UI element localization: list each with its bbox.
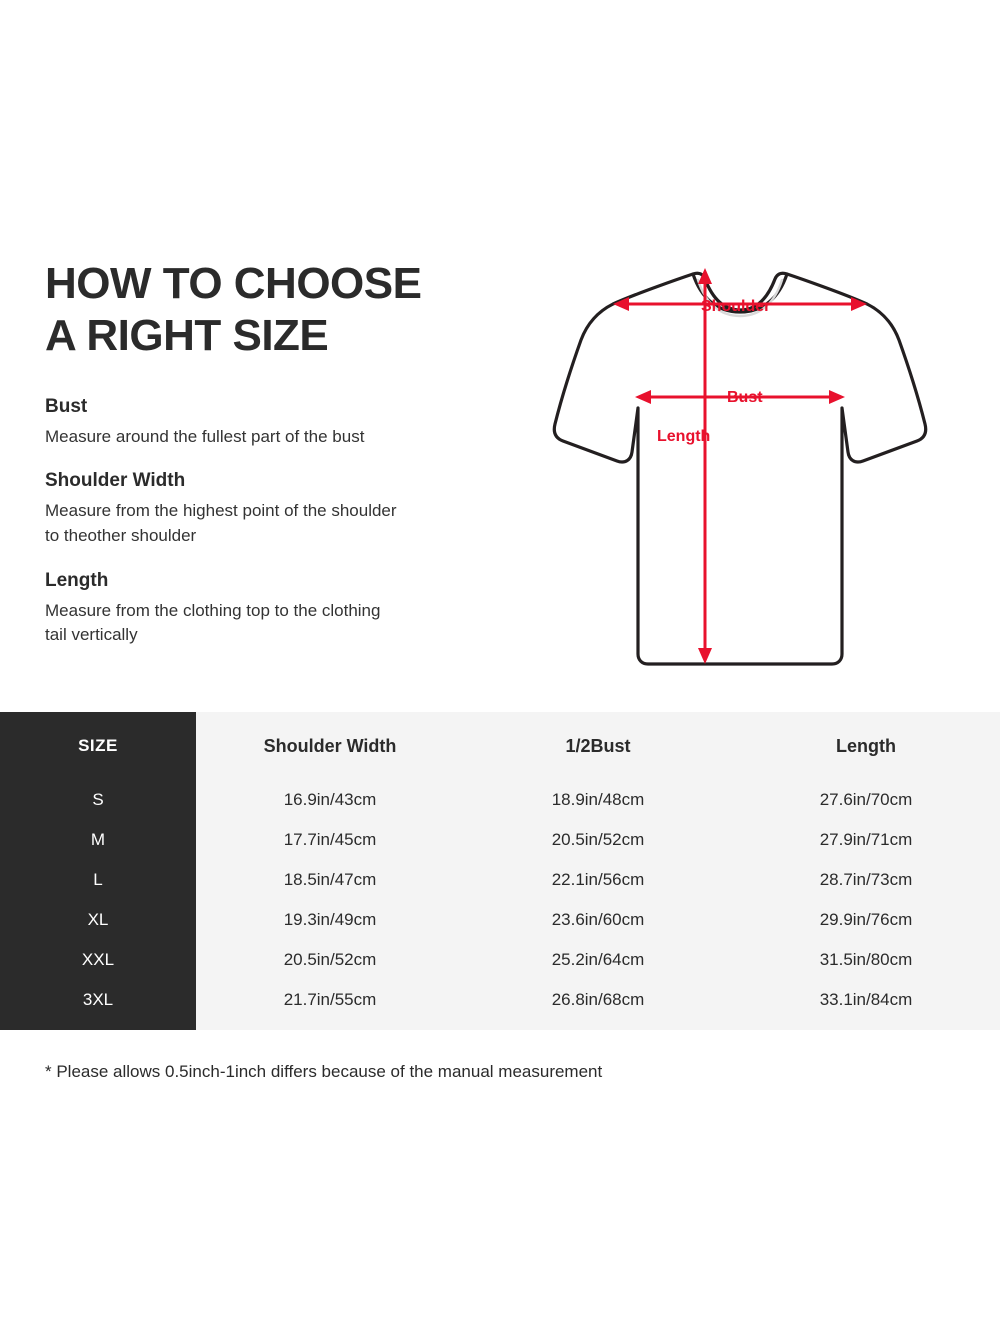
label-shoulder: Shoulder bbox=[701, 298, 771, 315]
cell-length: 27.9in/71cm bbox=[819, 830, 913, 849]
cell-bust: 26.8in/68cm bbox=[551, 990, 645, 1009]
term-shoulder-width-title: Shoulder Width bbox=[45, 470, 186, 492]
table-row bbox=[0, 820, 1000, 860]
cell-size: S bbox=[92, 790, 104, 809]
table-row bbox=[0, 780, 1000, 820]
table-row bbox=[0, 900, 1000, 940]
cell-bust: 23.6in/60cm bbox=[551, 910, 645, 929]
cell-length: 33.1in/84cm bbox=[819, 990, 913, 1009]
cell-size: M bbox=[90, 830, 106, 849]
cell-shoulder-width: 19.3in/49cm bbox=[283, 910, 377, 929]
size-table bbox=[0, 712, 1000, 1020]
cell-shoulder-width: 16.9in/43cm bbox=[283, 790, 377, 809]
page-title bbox=[45, 258, 505, 362]
term-bust-desc: Measure around the fullest part of the bust bbox=[45, 426, 365, 446]
term-length bbox=[45, 570, 505, 648]
label-length: Length bbox=[657, 428, 711, 445]
table-row bbox=[0, 860, 1000, 900]
cell-size: L bbox=[93, 870, 103, 889]
measurement-footnote: * Please allows 0.5inch-1inch differs because of the manual measurement bbox=[45, 1062, 603, 1081]
table-row bbox=[0, 980, 1000, 1020]
measurement-guide bbox=[45, 258, 505, 669]
term-bust-title: Bust bbox=[45, 395, 88, 417]
size-table-section bbox=[0, 712, 1000, 1030]
cell-shoulder-width: 21.7in/55cm bbox=[283, 990, 377, 1009]
cell-shoulder-width: 20.5in/52cm bbox=[283, 950, 377, 969]
cell-bust: 22.1in/56cm bbox=[551, 870, 645, 889]
cell-length: 27.6in/70cm bbox=[819, 790, 913, 809]
term-length-title: Length bbox=[45, 569, 109, 591]
label-bust: Bust bbox=[727, 389, 763, 406]
cell-length: 28.7in/73cm bbox=[819, 870, 913, 889]
term-bust bbox=[45, 396, 505, 450]
page-title-line-1: HOW TO CHOOSE bbox=[45, 259, 422, 308]
cell-size: XXL bbox=[81, 950, 115, 969]
cell-size: XL bbox=[87, 910, 109, 929]
header-size: SIZE bbox=[78, 736, 118, 755]
cell-length: 31.5in/80cm bbox=[819, 950, 913, 969]
cell-size: 3XL bbox=[82, 990, 114, 1009]
header-bust: 1/2Bust bbox=[565, 735, 631, 756]
term-shoulder-width bbox=[45, 470, 505, 548]
cell-length: 29.9in/76cm bbox=[819, 910, 913, 929]
cell-shoulder-width: 18.5in/47cm bbox=[283, 870, 377, 889]
cell-bust: 18.9in/48cm bbox=[551, 790, 645, 809]
term-length-desc: Measure from the clothing top to the clothing tail vertically bbox=[45, 600, 381, 645]
header-shoulder-width: Shoulder Width bbox=[263, 735, 397, 756]
cell-bust: 25.2in/64cm bbox=[551, 950, 645, 969]
term-shoulder-width-desc: Measure from the highest point of the shoulder to theother shoulder bbox=[45, 501, 397, 546]
tshirt-diagram bbox=[505, 232, 975, 692]
header-length: Length bbox=[836, 735, 896, 756]
table-row bbox=[0, 940, 1000, 980]
table-header-row bbox=[0, 712, 1000, 780]
page-title-line-2: A RIGHT SIZE bbox=[45, 310, 329, 360]
cell-shoulder-width: 17.7in/45cm bbox=[283, 830, 377, 849]
cell-bust: 20.5in/52cm bbox=[551, 830, 645, 849]
